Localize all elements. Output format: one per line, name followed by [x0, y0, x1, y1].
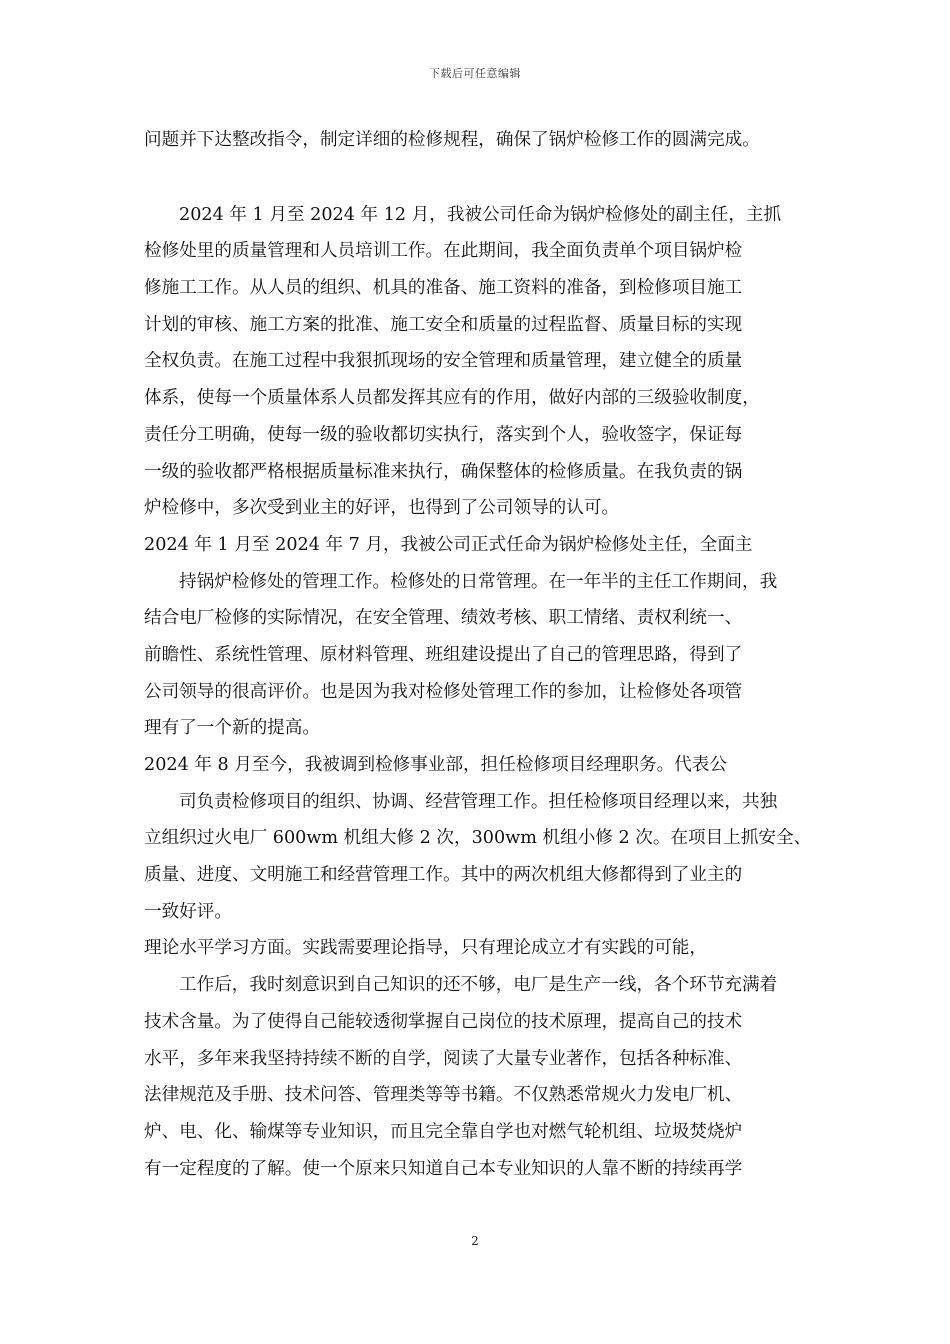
- text-line: 检修处里的质量管理和人员培训工作。在此期间，我全面负责单个项目锅炉检: [144, 241, 743, 262]
- text-line: 修施工工作。从人员的组织、机具的准备、施工资料的准备，到检修项目施工: [144, 278, 743, 299]
- page-number: 2: [471, 1234, 479, 1248]
- text-line: 质量、进度、文明施工和经营管理工作。其中的两次机组大修都得到了业主的: [144, 865, 743, 886]
- text-line: 结合电厂检修的实际情况，在安全管理、绩效考核、职工情绪、责权利统一、: [144, 608, 743, 629]
- text-line: [144, 1187, 822, 1224]
- text-line: 一级的验收都严格根据质量标准来执行，确保整体的检修质量。在我负责的锅: [144, 461, 743, 482]
- text-line: 有一定程度的了解。使一个原来只知道自己本专业知识的人靠不断的持续再学: [144, 1158, 743, 1179]
- text-line: 公司领导的很高评价。也是因为我对检修处管理工作的参加，让检修处各项管: [144, 681, 743, 702]
- paragraph-gap: [144, 159, 822, 197]
- text-line: 问题并下达整改指令，制定详细的检修规程，确保了锅炉检修工作的圆满完成。: [144, 130, 760, 150]
- text-line: 理有了一个新的提高。: [144, 718, 320, 739]
- text-line: 前瞻性、系统性管理、原材料管理、班组建设提出了自己的管理思路，得到了: [144, 644, 743, 665]
- text-line: 司负责检修项目的组织、协调、经营管理工作。担任检修项目经理以来，共独: [179, 791, 778, 812]
- text-line: 体系，使每一个质量体系人员都发挥其应有的作用，做好内部的三级验收制度，: [144, 388, 760, 409]
- page-header: 下载后可任意编辑: [429, 67, 521, 80]
- document-body: [144, 122, 822, 1224]
- text-line: 2024 年 1 月至 2024 年 12 月，我被公司任命为锅炉检修处的副主任，主抓: [179, 204, 782, 225]
- text-line: 2024 年 1 月至 2024 年 7 月，我被公司正式任命为锅炉检修处主任，全面主: [144, 534, 753, 555]
- text-line: 2024 年 8 月至今，我被调到检修事业部，担任检修项目经理职务。代表公: [144, 755, 727, 775]
- text-line: 持锅炉检修处的管理工作。检修处的日常管理。在一年半的主任工作期间，我: [179, 571, 778, 592]
- text-line: 炉、电、化、输煤等专业知识，而且完全靠自学也对燃气轮机组、垃圾焚烧炉: [144, 1121, 743, 1142]
- text-line: 法律规范及手册、技术问答、管理类等等书籍。不仅熟悉常规火力发电厂机、: [144, 1085, 743, 1106]
- text-line: 理论水平学习方面。实践需要理论指导，只有理论成立才有实践的可能，: [144, 938, 708, 959]
- text-line: 一致好评。: [144, 901, 232, 922]
- text-line: 工作后，我时刻意识到自己知识的还不够，电厂是生产一线，各个环节充满着: [179, 975, 778, 996]
- text-line: 全权负责。在施工过程中我狠抓现场的安全管理和质量管理，建立健全的质量: [144, 351, 743, 372]
- text-line: 立组织过火电厂 600wm 机组大修 2 次，300wm 机组小修 2 次。在项目上抓安全、: [144, 828, 812, 849]
- text-line: 炉检修中，多次受到业主的好评，也得到了公司领导的认可。: [144, 498, 620, 519]
- text-line: 技术含量。为了使得自己能较透彻掌握自己岗位的技术原理，提高自己的技术: [144, 1011, 743, 1032]
- text-line: 责任分工明确，使每一级的验收都切实执行，落实到个人，验收签字，保证每: [144, 424, 743, 445]
- text-line: 计划的审核、施工方案的批准、施工安全和质量的过程监督、质量目标的实现: [144, 314, 743, 335]
- text-line: 水平，多年来我坚持持续不断的自学，阅读了大量专业著作，包括各种标准、: [144, 1048, 743, 1069]
